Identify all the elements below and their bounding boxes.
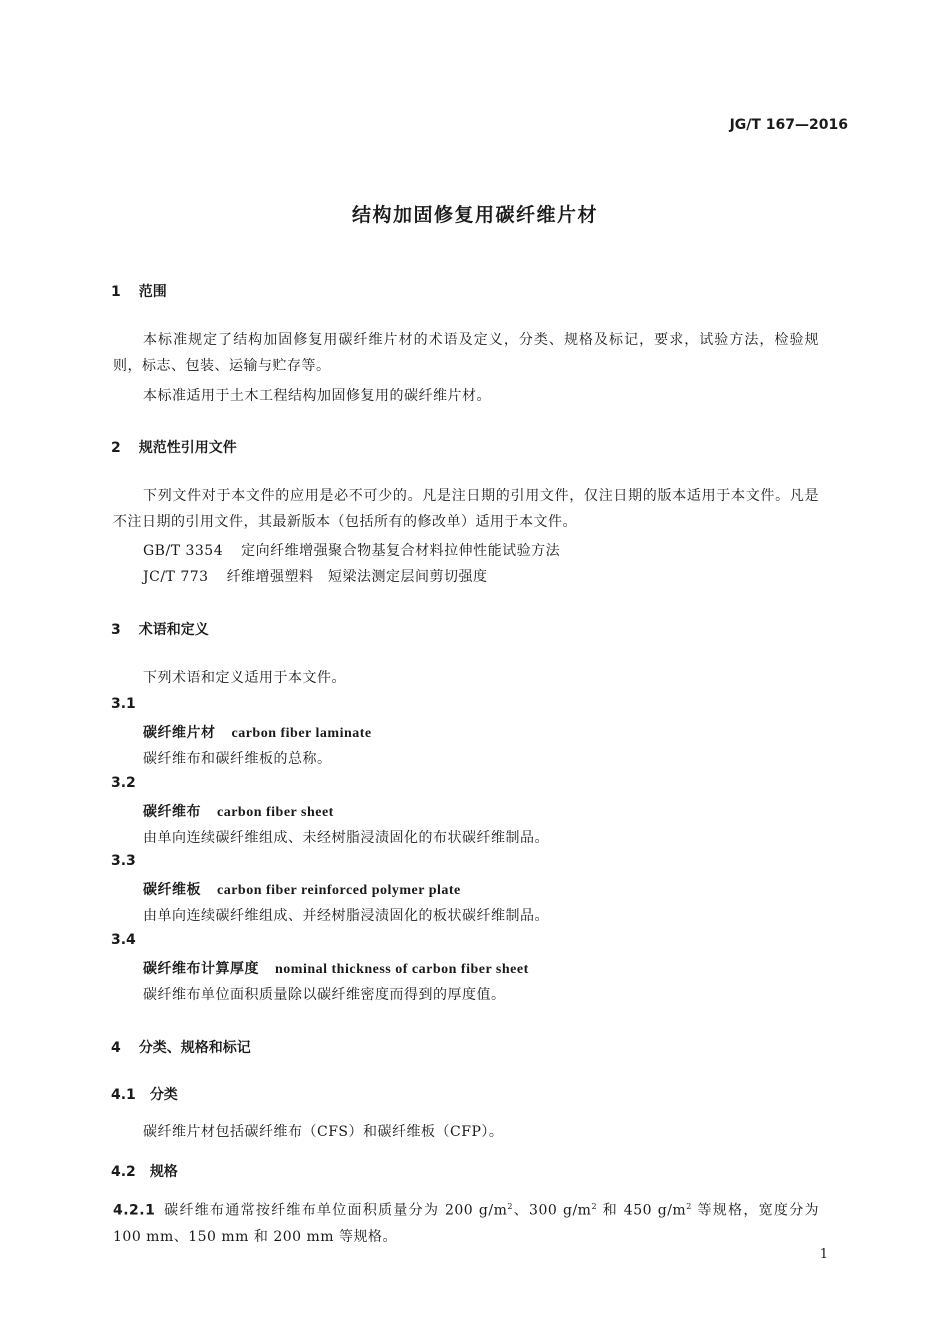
page-number: 1 (819, 1247, 828, 1262)
section-number: 1 (111, 284, 121, 300)
subsection-4-1-paragraph: 碳纤维片材包括碳纤维布（CFS）和碳纤维板（CFP）。 (143, 1124, 504, 1140)
section-number: 4 (111, 1040, 121, 1056)
reference-item (143, 540, 560, 560)
term-cn: 碳纤维板 (143, 882, 201, 898)
superscript: 2 (591, 1202, 598, 1211)
subsection-number: 4.2 (111, 1164, 136, 1180)
clause-number: 4.2.1 (113, 1202, 156, 1219)
section-3-intro: 下列术语和定义适用于本文件。 (143, 670, 346, 686)
reference-name: 定向纤维增强聚合物基复合材料拉伸性能试验方法 (241, 543, 561, 559)
standard-number: JG/T 167—2016 (729, 117, 848, 133)
section-4-heading (111, 1037, 251, 1057)
term-definition: 由单向连续碳纤维组成、并经树脂浸渍固化的板状碳纤维制品。 (143, 908, 549, 924)
term-heading (143, 801, 334, 821)
section-3-heading (111, 619, 209, 639)
term-cn: 碳纤维布 (143, 804, 201, 820)
clause-text: 等规格，宽度分为 100 mm、150 mm 和 200 mm 等规格。 (113, 1202, 820, 1245)
term-heading (143, 879, 461, 899)
subsection-4-2-heading (111, 1161, 178, 1181)
term-definition: 碳纤维布单位面积质量除以碳纤维密度而得到的厚度值。 (143, 987, 506, 1003)
term-heading (143, 722, 372, 742)
section-title: 分类、规格和标记 (138, 1040, 251, 1056)
section-title: 规范性引用文件 (138, 440, 237, 456)
reference-item (143, 566, 488, 586)
clause-text: 、300 g/m (512, 1202, 592, 1219)
superscript: 2 (507, 1202, 513, 1211)
section-title: 术语和定义 (138, 622, 209, 638)
clause-text: 碳纤维布通常按纤维布单位面积质量分为 200 g/m (163, 1202, 508, 1219)
subsection-title: 分类 (149, 1087, 178, 1103)
term-definition: 由单向连续碳纤维组成、未经树脂浸渍固化的布状碳纤维制品。 (143, 830, 549, 846)
document-title: 结构加固修复用碳纤维片材 (351, 204, 598, 226)
section-number: 2 (111, 440, 121, 456)
reference-name: 纤维增强塑料 短梁法测定层间剪切强度 (226, 569, 488, 585)
term-en: nominal thickness of carbon fiber sheet (275, 962, 529, 977)
term-cn: 碳纤维片材 (143, 725, 216, 741)
section-2-heading (111, 437, 237, 457)
subsection-number: 4.1 (111, 1087, 136, 1103)
section-title: 范围 (138, 284, 167, 300)
section-1-heading (111, 281, 167, 301)
term-en: carbon fiber sheet (217, 805, 334, 820)
subsection-4-1-heading (111, 1084, 178, 1104)
clause-text: 和 450 g/m (597, 1202, 687, 1219)
subsection-title: 规格 (149, 1164, 178, 1180)
reference-code: JC/T 773 (143, 569, 209, 585)
term-number: 3.2 (111, 775, 136, 791)
term-number: 3.4 (111, 932, 136, 948)
section-2-paragraph: 下列文件对于本文件的应用是必不可少的。凡是注日期的引用文件，仅注日期的版本适用于本文件。凡是不注日期的引用文件，其最新版本（包括所有的修改单）适用于本文件。 (113, 488, 819, 530)
clause-4-2-1 (113, 1194, 819, 1250)
term-cn: 碳纤维布计算厚度 (143, 961, 259, 977)
section-1-paragraph-2: 本标准适用于土木工程结构加固修复用的碳纤维片材。 (143, 388, 491, 404)
term-heading (143, 958, 529, 978)
term-number: 3.3 (111, 853, 136, 869)
superscript: 2 (686, 1202, 692, 1211)
term-definition: 碳纤维布和碳纤维板的总称。 (143, 751, 332, 767)
reference-code: GB/T 3354 (143, 543, 224, 559)
section-1-paragraph-1: 本标准规定了结构加固修复用碳纤维片材的术语及定义，分类、规格及标记，要求，试验方法，检验规则，标志、包装、运输与贮存等。 (113, 332, 819, 374)
term-en: carbon fiber reinforced polymer plate (217, 883, 461, 898)
term-en: carbon fiber laminate (231, 726, 372, 741)
section-number: 3 (111, 622, 121, 638)
term-number: 3.1 (111, 696, 136, 712)
